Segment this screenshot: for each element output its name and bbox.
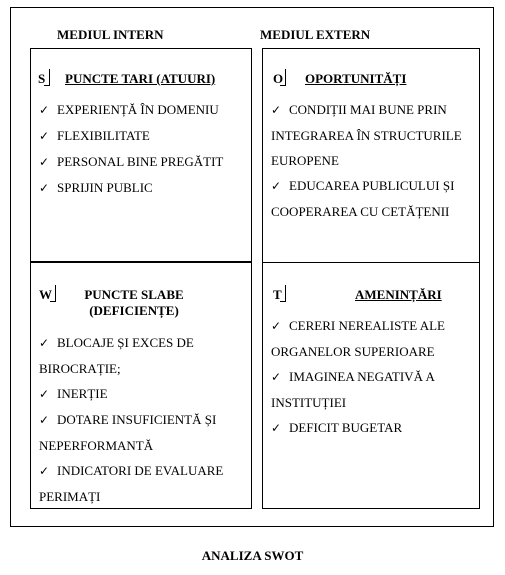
list-item xyxy=(39,330,223,381)
list-item-text: DOTARE INSUFICIENTĂ ȘI xyxy=(57,412,217,427)
checkmark-icon: ✓ xyxy=(271,179,282,193)
quadrant-letter-o: O xyxy=(273,71,284,86)
header-internal: MEDIUL INTERN xyxy=(57,27,164,42)
checkmark-icon: ✓ xyxy=(39,336,50,350)
list-item-line: ORGANELOR SUPERIOARE xyxy=(271,344,435,359)
list-item-line xyxy=(271,364,445,390)
threats-list xyxy=(271,313,445,441)
list-item-text: EDUCAREA PUBLICULUI ȘI xyxy=(289,178,455,193)
list-item-line xyxy=(39,97,223,123)
list-item xyxy=(39,407,223,458)
list-item-line xyxy=(39,407,223,433)
list-item-line: NEPERFORMANTĂ xyxy=(39,438,154,453)
list-item-text: INDICATORI DE EVALUARE xyxy=(57,463,224,478)
list-item-text: BLOCAJE ȘI EXCES DE xyxy=(57,335,194,350)
list-item xyxy=(271,415,445,441)
quadrant-letter-w: W xyxy=(39,287,52,302)
checkmark-icon: ✓ xyxy=(39,181,50,195)
list-item-line: EUROPENE xyxy=(271,153,339,168)
checkmark-icon: ✓ xyxy=(39,129,50,143)
letter-bracket xyxy=(44,69,50,86)
list-item-line xyxy=(271,173,462,199)
list-item-line xyxy=(271,313,445,339)
checkmark-icon: ✓ xyxy=(39,103,50,117)
list-item-line xyxy=(39,381,223,407)
list-item-line xyxy=(39,149,223,175)
quadrant-letter-t: T xyxy=(273,287,282,302)
weaknesses-title xyxy=(75,287,193,319)
list-item-line xyxy=(39,458,223,484)
checkmark-icon: ✓ xyxy=(39,464,50,478)
opportunities-list xyxy=(271,97,462,224)
list-item xyxy=(39,123,223,149)
list-item xyxy=(271,173,462,224)
checkmark-icon: ✓ xyxy=(39,387,50,401)
checkmark-icon: ✓ xyxy=(271,370,282,384)
list-item-text: PERSONAL BINE PREGĂTIT xyxy=(57,154,224,169)
list-item-line xyxy=(39,175,223,201)
threats-title: AMENINȚĂRI xyxy=(355,287,442,302)
list-item xyxy=(39,149,223,175)
checkmark-icon: ✓ xyxy=(271,103,282,117)
list-item-text: FLEXIBILITATE xyxy=(57,128,150,143)
header-external: MEDIUL EXTERN xyxy=(260,27,371,42)
list-item xyxy=(39,97,223,123)
list-item xyxy=(271,364,445,415)
list-item-text: SPRIJIN PUBLIC xyxy=(57,180,153,195)
list-item-text: CONDIȚII MAI BUNE PRIN xyxy=(289,102,447,117)
list-item-line xyxy=(39,330,223,356)
checkmark-icon: ✓ xyxy=(271,319,282,333)
weaknesses-list xyxy=(39,330,223,509)
opportunities-title: OPORTUNITĂȚI xyxy=(305,71,407,86)
weaknesses-title-line1: PUNCTE SLABE xyxy=(84,287,184,302)
list-item-line xyxy=(271,415,445,441)
list-item-text: EXPERIENȚĂ ÎN DOMENIU xyxy=(57,102,219,117)
quadrant-strengths xyxy=(30,48,252,263)
quadrant-threats xyxy=(262,262,480,509)
swot-caption: ANALIZA SWOT xyxy=(201,548,304,563)
list-item-line xyxy=(271,97,462,123)
list-item-text: IMAGINEA NEGATIVĂ A xyxy=(289,369,435,384)
list-item-line: INTEGRAREA ÎN STRUCTURILE xyxy=(271,128,462,143)
quadrant-opportunities xyxy=(262,48,480,263)
list-item-text: INERȚIE xyxy=(57,386,108,401)
checkmark-icon: ✓ xyxy=(39,413,50,427)
strengths-list xyxy=(39,97,223,201)
list-item-line: COOPERAREA CU CETĂȚENII xyxy=(271,204,450,219)
letter-bracket xyxy=(280,69,286,86)
letter-bracket xyxy=(280,285,286,302)
list-item xyxy=(39,381,223,407)
list-item-text: DEFICIT BUGETAR xyxy=(289,420,403,435)
strengths-title: PUNCTE TARI (ATUURI) xyxy=(65,71,216,86)
list-item xyxy=(39,458,223,509)
letter-bracket xyxy=(50,285,56,302)
weaknesses-title-line2: (DEFICIENȚE) xyxy=(89,303,179,318)
list-item xyxy=(271,97,462,173)
list-item-line: BIROCRAȚIE; xyxy=(39,361,121,376)
checkmark-icon: ✓ xyxy=(39,155,50,169)
list-item xyxy=(39,175,223,201)
list-item-line: INSTITUȚIEI xyxy=(271,395,347,410)
quadrant-letter-s: S xyxy=(38,71,46,86)
list-item xyxy=(271,313,445,364)
list-item-text: CERERI NEREALISTE ALE xyxy=(289,318,445,333)
list-item-line xyxy=(39,123,223,149)
list-item-line: PERIMAȚI xyxy=(39,489,101,504)
quadrant-weaknesses xyxy=(30,262,252,509)
checkmark-icon: ✓ xyxy=(271,421,282,435)
